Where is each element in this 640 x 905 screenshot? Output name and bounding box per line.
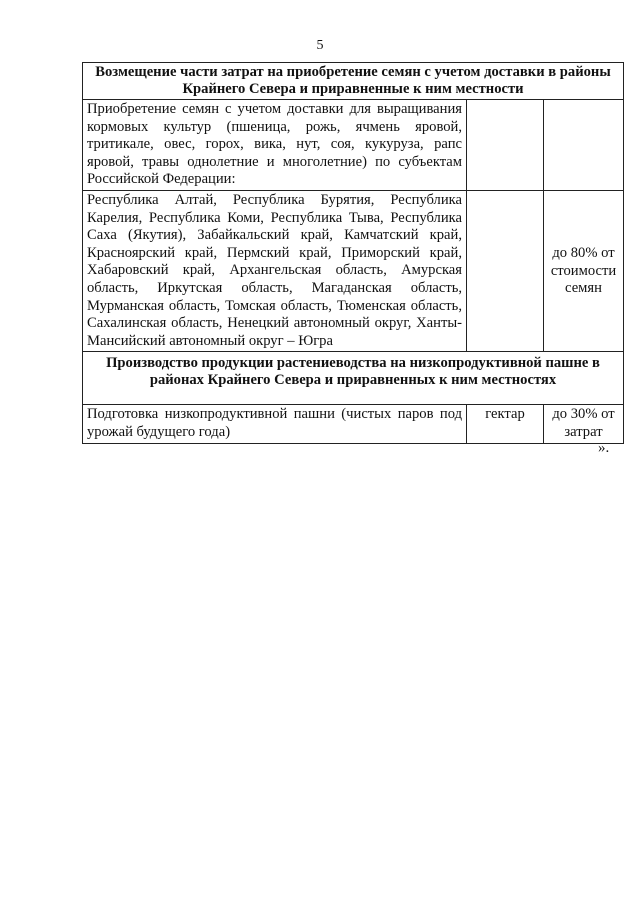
section-header-row: [83, 352, 624, 405]
row-unit-cell: [467, 190, 544, 351]
closing-quote: ».: [598, 440, 610, 456]
row-unit-hectare: гектар: [467, 405, 544, 443]
table-row: [83, 100, 624, 191]
row-rate-cell: [544, 100, 624, 191]
row-description-fallow-preparation: Подготовка низкопродуктивной пашни (чистых паров под урожай будущего года): [83, 405, 467, 443]
table-row: [83, 190, 624, 351]
row-unit-cell: [467, 100, 544, 191]
page-number: 5: [316, 38, 324, 53]
row-description-seed-purchase: Приобретение семян с учетом доставки для выращивания кормовых культур (пшеница, рожь, ячмень яровой, тритикале, овес, горох, вика, нут, соя, кукуруза, рапс яровой, травы однолетние и многолетние) по субъектам Российской Федерации:: [83, 100, 467, 191]
section-header-seed-costs: Возмещение части затрат на приобретение семян с учетом доставки в районы Крайнего Севера и приравненные к ним местности: [83, 63, 624, 100]
section-header-low-productivity-land: Производство продукции растениеводства на низкопродуктивной пашне в районах Крайнего Севера и приравненных к ним местностях: [83, 352, 624, 405]
row-rate-costs: до 30% от затрат: [544, 405, 624, 443]
row-rate-seed-cost: до 80% от стоимости семян: [544, 190, 624, 351]
row-description-regions: Республика Алтай, Республика Бурятия, Республика Карелия, Республика Коми, Республика Тыва, Республика Саха (Якутия), Забайкальский край, Камчатский край, Красноярский край, Пермский край, Приморский край, Хабаровский край, Архангельская область, Амурская область, Иркутская область, Магаданская область, Мурманская область, Томская область, Тюменская область, Сахалинская область, Ненецкий автономный округ, Ханты-Мансийский автономный округ – Югра: [83, 190, 467, 351]
section-header-row: [83, 63, 624, 100]
subsidy-rates-table: [82, 62, 624, 444]
table-row: [83, 405, 624, 443]
